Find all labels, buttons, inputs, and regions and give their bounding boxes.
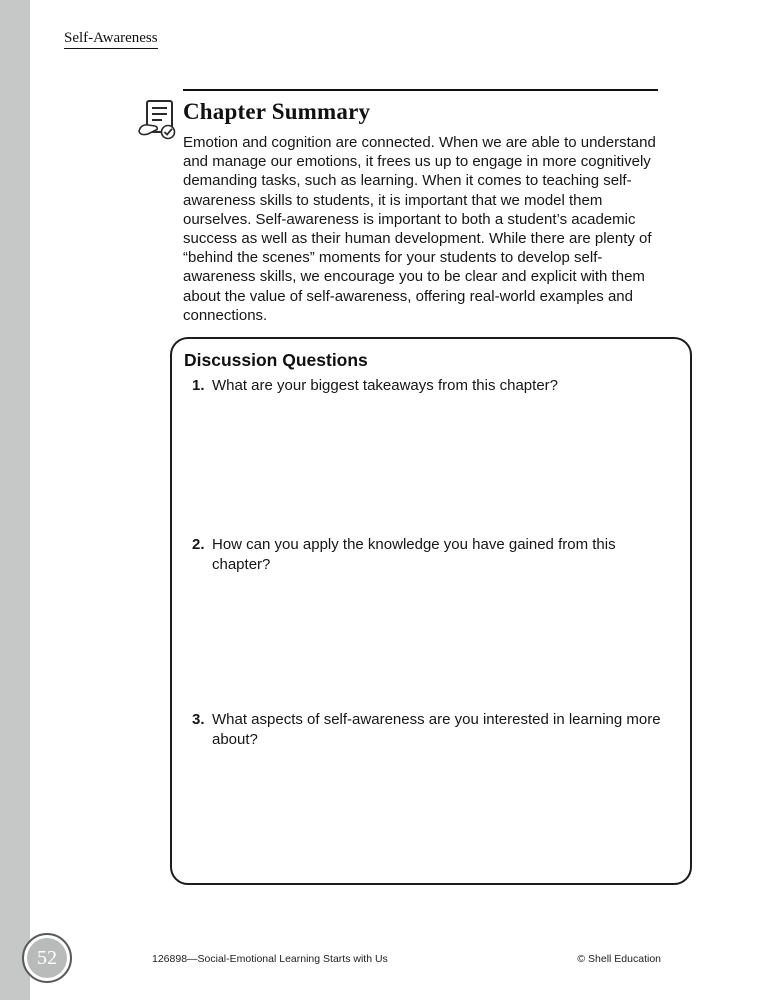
discussion-questions-box — [170, 337, 692, 885]
footer-publisher: © Shell Education — [577, 953, 661, 965]
running-head: Self-Awareness — [64, 30, 158, 49]
question-item-3 — [192, 710, 670, 749]
question-text: How can you apply the knowledge you have gained from this chapter? — [212, 536, 616, 573]
section-rule — [183, 89, 658, 91]
page-edge-band — [0, 0, 30, 1000]
question-number: 2. — [192, 536, 205, 553]
chapter-summary-body: Emotion and cognition are connected. When we are able to understand and manage our emotions, it frees us up to engage in more cognitively demanding tasks, such as learning. When it comes to teaching self-awareness skills to students, it is important that we model them ourselves. Self-awareness is important to both a student’s academic success as well as their human development. While there are plenty of “behind the scenes” moments for your students to develop self-awareness skills, we encourage you to be clear and explicit with them about the value of self-awareness, offering real-world examples and connections. — [183, 134, 656, 324]
page-number-badge — [22, 933, 72, 983]
question-text: What are your biggest takeaways from this chapter? — [212, 377, 558, 394]
question-number: 1. — [192, 377, 205, 394]
chapter-summary-title: Chapter Summary — [183, 99, 371, 124]
question-item-2 — [192, 535, 670, 574]
discussion-title: Discussion Questions — [184, 350, 368, 370]
question-text: What aspects of self-awareness are you interested in learning more about? — [212, 711, 661, 748]
document-check-icon — [136, 98, 178, 140]
question-item-1 — [192, 376, 670, 396]
question-number: 3. — [192, 711, 205, 728]
footer-book-info: 126898—Social-Emotional Learning Starts with Us — [152, 953, 388, 965]
page-number: 52 — [37, 946, 57, 969]
